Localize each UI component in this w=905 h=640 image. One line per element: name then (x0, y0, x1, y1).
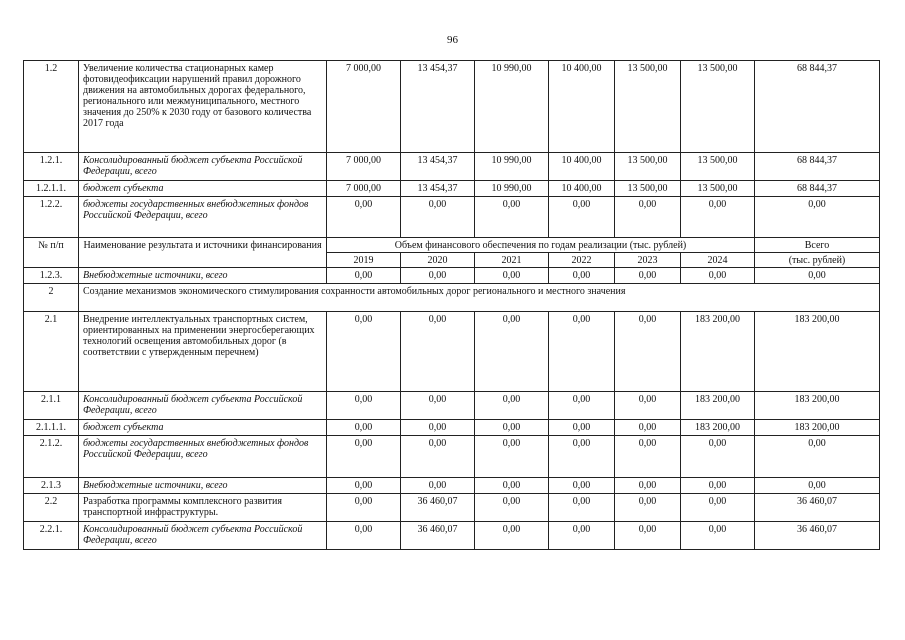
row-year-value: 183 200,00 (681, 420, 755, 436)
table-body-top (24, 61, 880, 238)
row-name: Внедрение интеллектуальных транспортных систем, ориентированных на применении энергосберегающих технологий освещения автомобильных дорог (в соответствии с утвержденным перечнем) (79, 312, 327, 392)
row-total-value: 0,00 (755, 268, 880, 284)
header-total: Всего (755, 238, 880, 253)
header-funding: Объем финансового обеспечения по годам реализации (тыс. рублей) (327, 238, 755, 253)
funding-table (23, 60, 880, 550)
header-num: № п/п (24, 238, 79, 268)
row-year-value: 0,00 (549, 420, 615, 436)
row-total-value: 68 844,37 (755, 181, 880, 197)
row-year-value: 183 200,00 (681, 392, 755, 420)
row-year-value: 0,00 (615, 522, 681, 550)
row-name: Консолидированный бюджет субъекта Российской Федерации, всего (79, 153, 327, 181)
table-row (24, 181, 880, 197)
row-year-value: 13 500,00 (615, 153, 681, 181)
section-row (24, 284, 880, 312)
row-year-value: 7 000,00 (327, 181, 401, 197)
row-year-value: 36 460,07 (401, 522, 475, 550)
row-year-value: 0,00 (327, 436, 401, 478)
row-total-value: 183 200,00 (755, 392, 880, 420)
row-year-value: 0,00 (401, 268, 475, 284)
row-year-value: 0,00 (681, 522, 755, 550)
row-year-value: 0,00 (549, 522, 615, 550)
table-row (24, 197, 880, 238)
row-year-value: 10 990,00 (475, 181, 549, 197)
row-name: Консолидированный бюджет субъекта Российской Федерации, всего (79, 522, 327, 550)
row-number: 1.2.1. (24, 153, 79, 181)
row-total-value: 183 200,00 (755, 312, 880, 392)
row-number: 2.1.3 (24, 478, 79, 494)
table-row (24, 420, 880, 436)
row-year-value: 0,00 (475, 494, 549, 522)
row-year-value: 10 400,00 (549, 153, 615, 181)
section-num: 2 (24, 284, 79, 312)
row-year-value: 0,00 (475, 522, 549, 550)
row-year-value: 0,00 (615, 420, 681, 436)
row-year-value: 10 400,00 (549, 181, 615, 197)
row-year-value: 0,00 (475, 197, 549, 238)
table-row (24, 153, 880, 181)
row-year-value: 0,00 (401, 197, 475, 238)
row-year-value: 0,00 (615, 312, 681, 392)
header-total-unit: (тыс. рублей) (755, 253, 880, 268)
row-year-value: 13 500,00 (615, 181, 681, 197)
row-year-value: 0,00 (681, 478, 755, 494)
row-year-value: 0,00 (681, 494, 755, 522)
row-name: Увеличение количества стационарных камер фотовидеофиксации нарушений правил дорожного движения на автомобильных дорогах федерального, регионального или межмуниципального, местного значения до 250% к 2030 году от базового количества 2017 года (79, 61, 327, 153)
row-name: Внебюджетные источники, всего (79, 268, 327, 284)
row-year-value: 0,00 (401, 312, 475, 392)
row-year-value: 0,00 (327, 312, 401, 392)
row-year-value: 0,00 (615, 478, 681, 494)
row-number: 2.1.1 (24, 392, 79, 420)
row-year-value: 0,00 (549, 312, 615, 392)
page-number: 96 (447, 34, 458, 46)
row-number: 1.2.3. (24, 268, 79, 284)
row-year-value: 0,00 (549, 478, 615, 494)
row-total-value: 36 460,07 (755, 494, 880, 522)
row-number: 1.2.1.1. (24, 181, 79, 197)
table-header (24, 238, 880, 268)
row-year-value: 0,00 (475, 420, 549, 436)
row-year-value: 0,00 (615, 436, 681, 478)
row-name: бюджет субъекта (79, 181, 327, 197)
row-year-value: 0,00 (475, 312, 549, 392)
row-number: 1.2.2. (24, 197, 79, 238)
row-year-value: 0,00 (549, 392, 615, 420)
row-name: бюджет субъекта (79, 420, 327, 436)
row-year-value: 10 990,00 (475, 153, 549, 181)
row-year-value: 0,00 (475, 436, 549, 478)
row-name: Внебюджетные источники, всего (79, 478, 327, 494)
table-row (24, 61, 880, 153)
row-year-value: 0,00 (615, 197, 681, 238)
header-name: Наименование результата и источники финансирования (79, 238, 327, 268)
row-total-value: 36 460,07 (755, 522, 880, 550)
row-year-value: 0,00 (615, 494, 681, 522)
section-2 (24, 284, 880, 312)
row-year-value: 13 500,00 (681, 153, 755, 181)
table-row (24, 494, 880, 522)
row-name: бюджеты государственных внебюджетных фондов Российской Федерации, всего (79, 197, 327, 238)
row-year-value: 0,00 (401, 420, 475, 436)
row-number: 2.2.1. (24, 522, 79, 550)
section-title: Создание механизмов экономического стимулирования сохранности автомобильных дорог регионального и местного значения (79, 284, 880, 312)
row-year-value: 0,00 (401, 392, 475, 420)
row-number: 1.2 (24, 61, 79, 153)
row-year-value: 13 500,00 (681, 181, 755, 197)
row-total-value: 183 200,00 (755, 420, 880, 436)
row-year-value: 10 400,00 (549, 61, 615, 153)
table-row (24, 312, 880, 392)
row-year-value: 7 000,00 (327, 61, 401, 153)
row-year-value: 13 454,37 (401, 153, 475, 181)
header-year: 2020 (401, 253, 475, 268)
row-year-value: 0,00 (327, 197, 401, 238)
row-number: 2.1 (24, 312, 79, 392)
table-row (24, 436, 880, 478)
row-year-value: 10 990,00 (475, 61, 549, 153)
row-year-value: 0,00 (549, 268, 615, 284)
row-year-value: 0,00 (475, 392, 549, 420)
row-year-value: 0,00 (475, 268, 549, 284)
row-year-value: 13 500,00 (681, 61, 755, 153)
row-year-value: 0,00 (327, 392, 401, 420)
row-year-value: 13 454,37 (401, 181, 475, 197)
row-year-value: 7 000,00 (327, 153, 401, 181)
row-name: Разработка программы комплексного развития транспортной инфраструктуры. (79, 494, 327, 522)
row-total-value: 0,00 (755, 478, 880, 494)
row-year-value: 0,00 (681, 268, 755, 284)
row-year-value: 0,00 (401, 436, 475, 478)
row-year-value: 0,00 (327, 268, 401, 284)
header-year: 2021 (475, 253, 549, 268)
row-year-value: 0,00 (681, 436, 755, 478)
row-year-value: 0,00 (549, 197, 615, 238)
table-body-bottom (24, 312, 880, 550)
row-name: бюджеты государственных внебюджетных фондов Российской Федерации, всего (79, 436, 327, 478)
header-row (24, 238, 880, 253)
row-year-value: 36 460,07 (401, 494, 475, 522)
table-body-mid (24, 268, 880, 284)
row-name: Консолидированный бюджет субъекта Российской Федерации, всего (79, 392, 327, 420)
table-row (24, 392, 880, 420)
row-year-value: 0,00 (327, 420, 401, 436)
table-row (24, 268, 880, 284)
row-year-value: 0,00 (681, 197, 755, 238)
row-year-value: 13 454,37 (401, 61, 475, 153)
header-year: 2022 (549, 253, 615, 268)
row-year-value: 0,00 (401, 478, 475, 494)
row-total-value: 68 844,37 (755, 61, 880, 153)
row-total-value: 68 844,37 (755, 153, 880, 181)
row-number: 2.2 (24, 494, 79, 522)
row-year-value: 183 200,00 (681, 312, 755, 392)
row-year-value: 0,00 (475, 478, 549, 494)
row-year-value: 0,00 (327, 494, 401, 522)
row-number: 2.1.1.1. (24, 420, 79, 436)
row-number: 2.1.2. (24, 436, 79, 478)
row-year-value: 0,00 (327, 478, 401, 494)
table-row (24, 478, 880, 494)
header-year: 2024 (681, 253, 755, 268)
row-year-value: 0,00 (615, 392, 681, 420)
header-year: 2023 (615, 253, 681, 268)
row-year-value: 0,00 (327, 522, 401, 550)
row-year-value: 0,00 (615, 268, 681, 284)
header-year: 2019 (327, 253, 401, 268)
row-year-value: 13 500,00 (615, 61, 681, 153)
row-year-value: 0,00 (549, 436, 615, 478)
row-total-value: 0,00 (755, 436, 880, 478)
table-row (24, 522, 880, 550)
row-year-value: 0,00 (549, 494, 615, 522)
row-total-value: 0,00 (755, 197, 880, 238)
